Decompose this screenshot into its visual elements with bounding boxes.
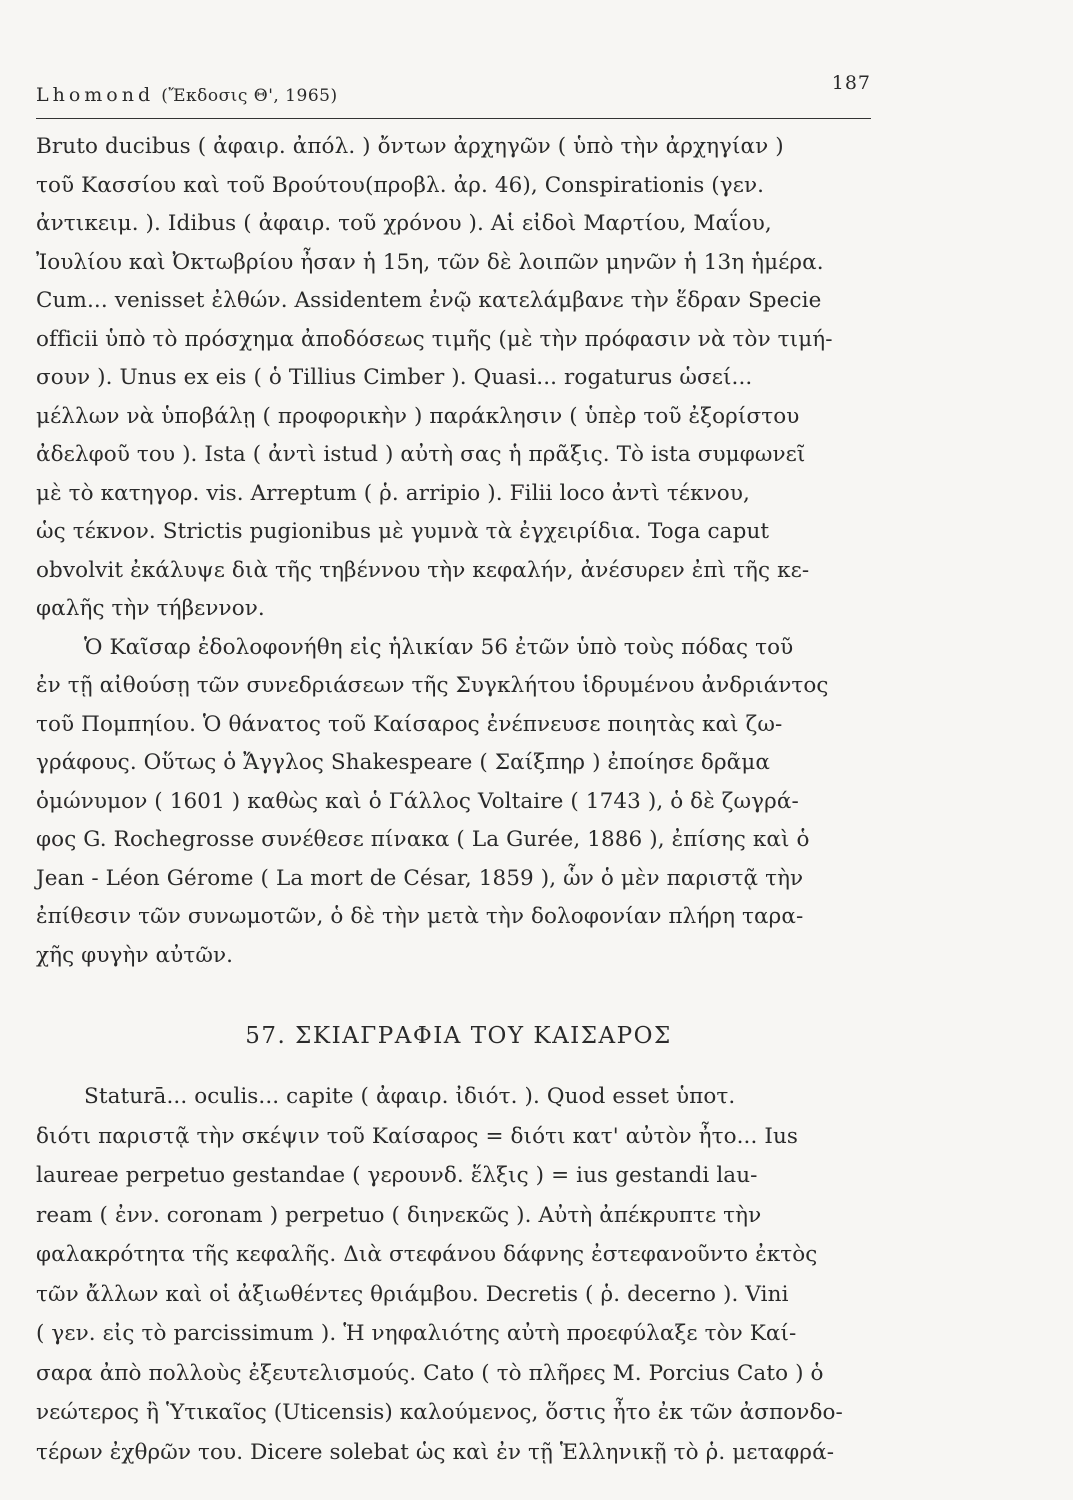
running-head-title <box>36 84 338 106</box>
text-line: γράφους. Οὕτως ὁ Ἄγγλος Shakespeare ( Σαίξπηρ ) ἐποίησε δρᾶμα <box>36 750 770 775</box>
page-number: 187 <box>831 72 871 94</box>
text-line: χῆς φυγὴν αὐτῶν. <box>36 942 234 968</box>
text-line: Ἰουλίου καὶ Ὀκτωβρίου ἦσαν ἡ 15η, τῶν δὲ λοιπῶν μηνῶν ἡ 13η ἡμέρα. <box>36 249 824 275</box>
text-line: ἐπίθεσιν τῶν συνωμοτῶν, ὁ δὲ τὴν μετὰ τὴν δολοφονίαν πλήρη ταρα- <box>36 904 804 929</box>
text-line: φαλακρότητα τῆς κεφαλῆς. Διὰ στεφάνου δάφνης ἐστεφανοῦντο ἐκτὸς <box>36 1242 818 1267</box>
text-line: διότι παριστᾷ τὴν σκέψιν τοῦ Καίσαρος = διότι κατ' αὐτὸν ἦτο... Ius <box>36 1123 799 1149</box>
text-line: ( γεν. εἰς τὸ parcissimum ). Ἡ νηφαλιότης αὐτὴ προεφύλαξε τὸν Καί- <box>36 1321 797 1346</box>
text-line: Staturā... oculis... capite ( ἀφαιρ. ἰδιότ. ). Quod esset ὑποτ. <box>84 1084 736 1109</box>
text-line: ἀντικειμ. ). Idibus ( ἀφαιρ. τοῦ χρόνου ). Αἱ εἰδοὶ Μαρτίου, Μαΐου, <box>36 211 772 236</box>
text-line: σαρα ἀπὸ πολλοὺς ἐξευτελισμούς. Cato ( τὸ πλῆρες M. Porcius Cato ) ὁ <box>36 1360 824 1386</box>
text-line: τῶν ἄλλων καὶ οἱ ἀξιωθέντες θριάμβου. Decretis ( ῥ. decerno ). Vini <box>36 1281 789 1307</box>
text-line: Ὁ Καῖσαρ ἐδολοφονήθη εἰς ἡλικίαν 56 ἐτῶν ὑπὸ τοὺς πόδας τοῦ <box>84 634 794 660</box>
text-line: Jean - Léon Gérome ( La mort de César, 1859 ), ὧν ὁ μὲν παριστᾷ τὴν <box>36 865 804 891</box>
text-line: φος G. Rochegrosse συνέθεσε πίνακα ( La Gurée, 1886 ), ἐπίσης καὶ ὁ <box>36 827 810 852</box>
header-rule <box>36 118 871 119</box>
text-line: laureae perpetuo gestandae ( γερουνδ. ἕλξις ) = ius gestandi lau- <box>36 1163 758 1188</box>
text-line: ἀδελφοῦ του ). Ista ( ἀντὶ istud ) αὐτὴ σας ἡ πρᾶξις. Τὸ ista συμφωνεῖ <box>36 442 806 467</box>
text-line: μέλλων νὰ ὑποβάλῃ ( προφορικὴν ) παράκλησιν ( ὑπὲρ τοῦ ἐξορίστου <box>36 403 800 429</box>
page-body <box>36 128 881 1472</box>
text-line: ὡς τέκνον. Strictis pugionibus μὲ γυμνὰ τὰ ἐγχειρίδια. Toga caput <box>36 519 770 544</box>
text-line: τέρων ἐχθρῶν του. Dicere solebat ὡς καὶ ἐν τῇ Ἑλληνικῇ τὸ ῥ. μεταφρά- <box>36 1439 835 1465</box>
text-line: ream ( ἐνν. coronam ) perpetuo ( διηνεκῶς ). Αὐτὴ ἀπέκρυπτε τὴν <box>36 1202 762 1228</box>
text-line: φαλῆς τὴν τήβεννον. <box>36 596 265 621</box>
text-line: Bruto ducibus ( ἀφαιρ. ἀπόλ. ) ὄντων ἀρχηγῶν ( ὑπὸ τὴν ἀρχηγίαν ) <box>36 134 784 159</box>
edition-note: (Ἔκδοσις Θ', 1965) <box>161 86 338 106</box>
text-line: νεώτερος ἢ Ὑτικαῖος (Uticensis) καλούμενος, ὅστις ἦτο ἐκ τῶν ἀσπονδο- <box>36 1400 843 1425</box>
author-name: Lhomond <box>36 84 155 106</box>
text-line: ἐν τῇ αἰθούσῃ τῶν συνεδριάσεων τῆς Συγκλήτου ἱδρυμένου ἀνδριάντος <box>36 673 829 698</box>
text-line: σουν ). Unus ex eis ( ὁ Tillius Cimber ). Quasi... rogaturus ὡσεί... <box>36 365 753 390</box>
text-line: τοῦ Πομπηίου. Ὁ θάνατος τοῦ Καίσαρος ἐνέπνευσε ποιητὰς καὶ ζω- <box>36 711 783 737</box>
paragraph-notes-2 <box>36 1077 881 1472</box>
text-line: ὁμώνυμον ( 1601 ) καθὼς καὶ ὁ Γάλλος Voltaire ( 1743 ), ὁ δὲ ζωγρά- <box>36 788 799 814</box>
text-line: μὲ τὸ κατηγορ. vis. Arreptum ( ῥ. arripio ). Filii loco ἀντὶ τέκνου, <box>36 480 750 506</box>
text-line: τοῦ Κασσίου καὶ τοῦ Βρούτου(προβλ. ἀρ. 46), Conspirationis (γεν. <box>36 172 765 198</box>
text-line: Cum... venisset ἐλθών. Assidentem ἐνῷ κατελάμβανε τὴν ἕδραν Specie <box>36 288 822 313</box>
section-heading: 57. ΣΚΙΑΓΡΑΦΙΑ ΤΟΥ ΚΑΙΣΑΡΟΣ <box>245 1023 672 1049</box>
paragraph-notes-1 <box>36 128 881 629</box>
text-line: officii ὑπὸ τὸ πρόσχημα ἀποδόσεως τιμῆς (μὲ τὴν πρόφασιν νὰ τὸν τιμή- <box>36 326 833 352</box>
paragraph-commentary <box>36 629 881 976</box>
text-line: obvolvit ἐκάλυψε διὰ τῆς τηβέννου τὴν κεφαλήν, ἀνέσυρεν ἐπὶ τῆς κε- <box>36 557 810 583</box>
